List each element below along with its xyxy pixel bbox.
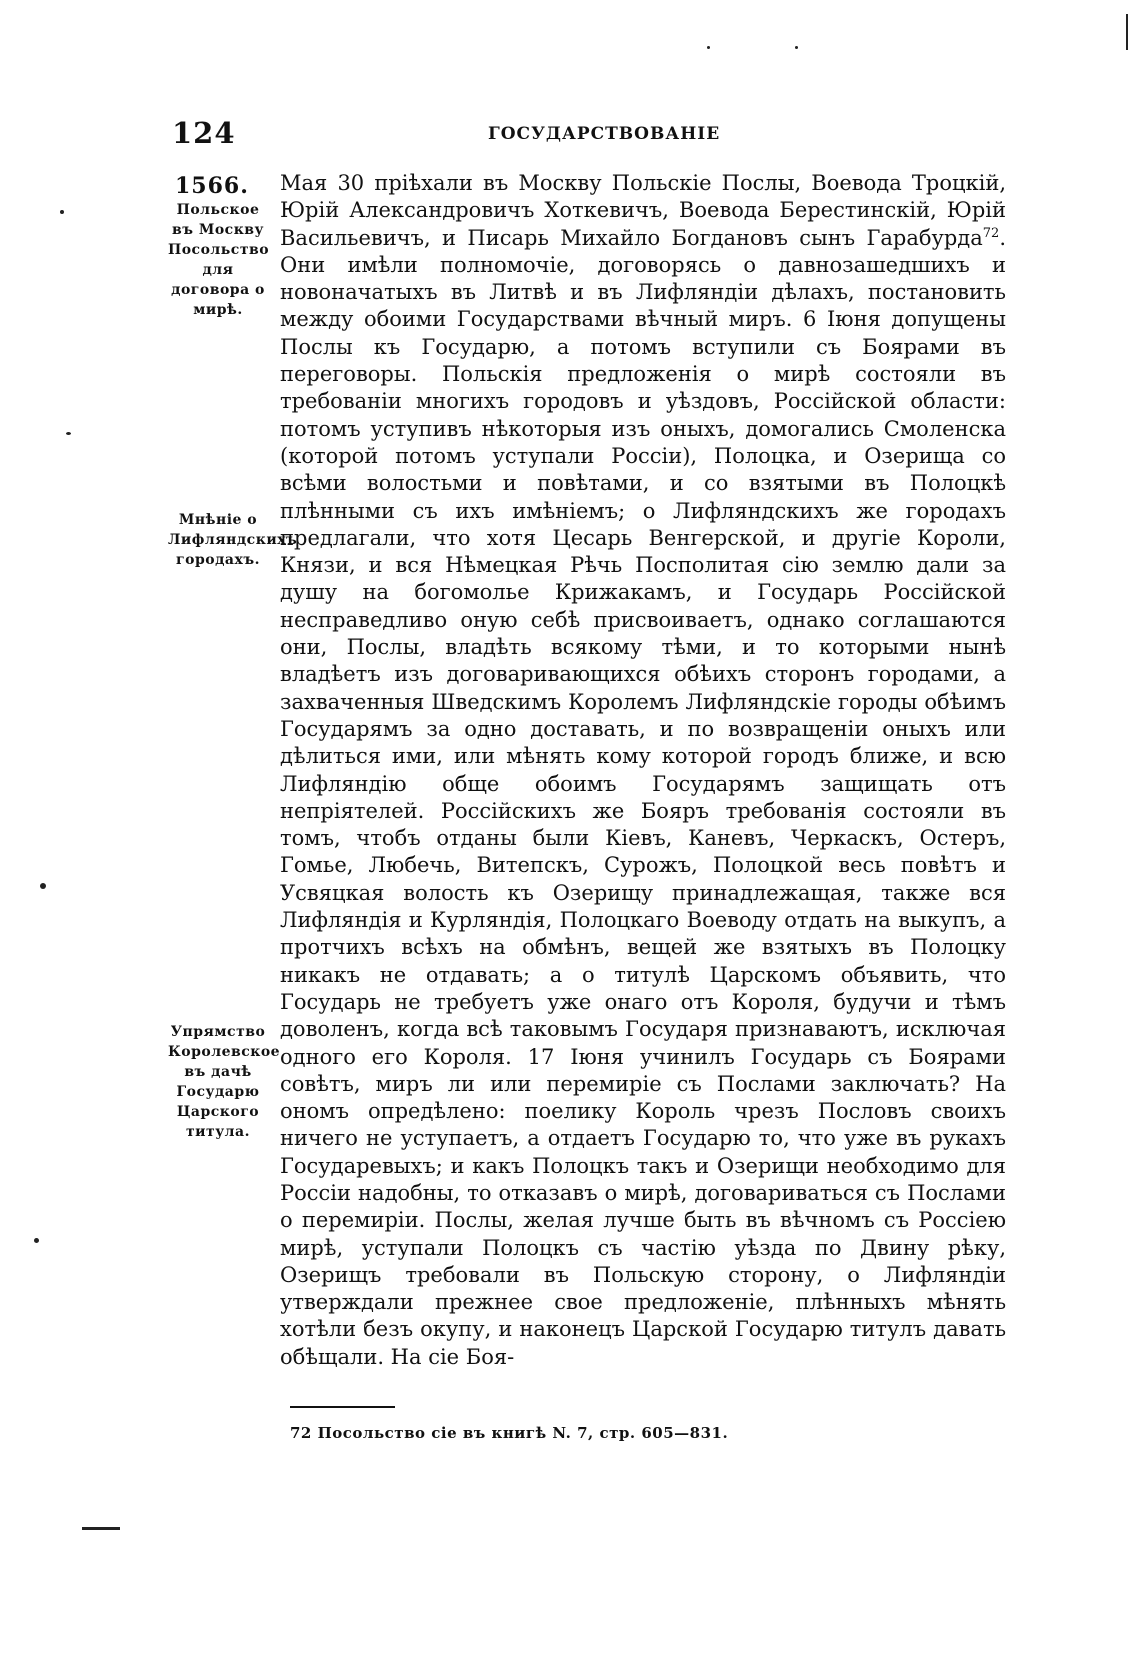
- main-text-part-2: . Они имѣли полномочіе, договорясь о давнозашедшихъ и новоначатыхъ въ Литвѣ и въ Лифляндіи дѣлахъ, постановить между обоими Государствами вѣчный миръ. 6 Іюня допущены Послы къ Государю, а потомъ вступили съ Боярами въ переговоры. Польскія предложенія о мирѣ состояли въ требованіи многихъ городовъ и уѣздовъ, Россійской области: потомъ уступивъ нѣкоторыя изъ оныхъ, домогались Смоленска (которой потомъ уступали Россіи), Полоцка, и Озерища со всѣми волостьми и повѣтами, и со взятыми въ Полоцкѣ плѣнными съ ихъ имѣніемъ; о Лифляндскихъ же городахъ предлагали, что хотя Цесарь Венгерской, и другіе Короли, Князи, и вся Нѣмецкая Рѣчь Посполитая сію землю дали за душу на богомолье Крижакамъ, и Государь Россійской несправедливо оную себѣ присвоиваетъ, однако соглашаются они, Послы, владѣть всякому тѣми, и то которыми нынѣ владѣетъ изъ договаривающихся обѣихъ сторонъ городами, а захваченныя Шведскимъ Королемъ Лифляндскіе городы обѣимъ Государямъ за одно доставать, и по возвращеніи оныхъ или дѣлиться ими, или мѣнять кому которой городъ ближе, и всю Лифляндію обще обоимъ Государямъ защищать отъ непріятелей. Россійскихъ же Бояръ требованія состояли въ томъ, чтобъ отданы были Кіевъ, Каневъ, Черкаскъ, Остеръ, Гомье, Любечь, Витепскъ, Сурожъ, Полоцкой весь повѣтъ и Усвяцкая волость къ Озерищу принадлежащая, также вся Лифляндія и Курляндія, Полоцкаго Воеводу отдать на выкупъ, а протчихъ всѣхъ на обмѣнъ, вещей же взятыхъ въ Полоцку никакъ не отдавать; а о титулѣ Царскомъ объявить, что Государь не требуетъ уже онаго отъ Короля, будучи и тѣмъ доволенъ, когда всѣ таковымъ Государя признаваютъ, исключая одного его Короля. 17 Іюня учинилъ Государь съ Боярами совѣтъ, миръ ли или перемиріе съ Послами заключать? На ономъ опредѣлено: поелику Король чрезъ Пословъ своихъ ничего не уступаетъ, а отдаетъ Государю то, что уже въ рукахъ Государевыхъ; и какъ Полоцкъ такъ и Озерищи необходимо для Россіи надобны, то отказавъ о мирѣ, договариваться съ Послами о перемиріи. Послы, желая лучше быть въ вѣчномъ съ Россіею мирѣ, уступали Полоцкъ съ частію уѣзда по Двину рѣку, Озерищъ требовали въ Польскую сторону, о Лифляндіи утверждали прежнее свое предложеніе, плѣнныхъ мѣнять хотѣли безъ окупу, и наконецъ Царской Государю титулъ давать обѣщали. На сіе Боя-: [280, 225, 1006, 1369]
- margin-note-royal-stubbornness: Упрямство Королевское въ дачѣ Государю Царского титула.: [168, 1024, 281, 1140]
- scan-speck: [707, 46, 710, 49]
- footnote-divider: [290, 1406, 395, 1408]
- scan-speck: [66, 432, 71, 435]
- page-number: 124: [172, 116, 236, 150]
- running-title: ГОСУДАРСТВОВАНІЕ: [488, 124, 721, 144]
- margin-note-livonian-cities: Мнѣніе о Лифляндскихъ городахъ.: [168, 512, 298, 568]
- scan-speck: [40, 883, 46, 889]
- margin-note-embassy: Польское въ Москву Посольство для договора о мирѣ.: [168, 202, 270, 318]
- footnote: 72 Посольство сіе въ книгѣ N. 7, стр. 605—831.: [290, 1424, 729, 1442]
- scan-edge-mark: [1126, 14, 1128, 50]
- scan-edge-mark: [82, 1527, 120, 1530]
- main-text-part-1: Мая 30 пріѣхали въ Москву Польскіе Послы, Воевода Троцкій, Юрій Александровичъ Хоткевичъ, Воевода Берестинскій, Юрій Васильевичъ, и Писарь Михайло Богдановъ сынъ Гарабурда: [280, 171, 1006, 250]
- scan-speck: [795, 46, 798, 49]
- footnote-reference: 72: [982, 225, 1000, 241]
- scan-speck: [60, 210, 64, 214]
- scan-speck: [34, 1238, 39, 1243]
- margin-year: 1566.: [175, 173, 249, 199]
- main-text: [280, 170, 1006, 1371]
